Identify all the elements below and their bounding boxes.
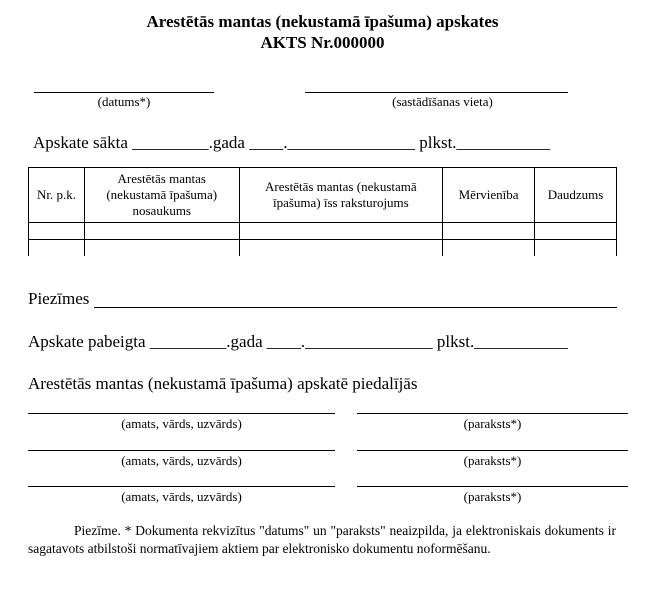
- start-year-blank[interactable]: _________: [132, 133, 209, 152]
- participant-name-caption: (amats, vārds, uzvārds): [121, 489, 242, 504]
- table-cell[interactable]: [535, 240, 617, 257]
- header-quantity: Daudzums: [535, 168, 617, 223]
- notes-field-line[interactable]: [94, 307, 617, 308]
- document-title: Arestētās mantas (nekustamā īpašuma) apskates: [146, 12, 499, 31]
- start-line: [33, 133, 550, 153]
- end-line: [28, 332, 568, 352]
- participant-signature-caption: (paraksts*): [463, 416, 522, 431]
- date-field-line[interactable]: [34, 92, 214, 93]
- start-month-blank[interactable]: _______________: [287, 133, 415, 152]
- end-label: Apskate pabeigta: [28, 332, 146, 351]
- table-cell[interactable]: [535, 223, 617, 240]
- end-year-blank[interactable]: _________: [149, 332, 227, 351]
- participants-heading: Arestētās mantas (nekustamā īpašuma) apskatē piedalījās: [28, 374, 418, 393]
- header-unit: Mērvienība: [443, 168, 535, 223]
- notes-label: Piezīmes: [28, 289, 90, 308]
- start-label: Apskate sākta: [33, 133, 128, 152]
- participant-signature-line[interactable]: [357, 450, 628, 451]
- table-cell[interactable]: [29, 223, 85, 240]
- table-cell[interactable]: [443, 223, 535, 240]
- date-caption: (datums*): [97, 94, 151, 109]
- header-description: Arestētās mantas (nekustamā īpašuma) īss raksturojums: [239, 168, 443, 223]
- table-row: [29, 240, 617, 257]
- table-cell[interactable]: [29, 240, 85, 257]
- footnote-text: Piezīme. * Dokumenta rekvizītus "datums" un "paraksts" neaizpilda, ja elektroniskais dokuments ir sagatavots atbilstoši normatīvajiem aktiem par elektronisko dokumentu noformēšanu.: [28, 523, 616, 556]
- participant-name-caption: (amats, vārds, uzvārds): [121, 453, 242, 468]
- header-name: Arestētās mantas (nekustamā īpašuma) nosaukums: [84, 168, 239, 223]
- start-day-blank[interactable]: ____.: [249, 133, 288, 152]
- start-gada-label: .gada: [208, 133, 245, 152]
- participant-name-line[interactable]: [28, 413, 335, 414]
- participant-signature-caption: (paraksts*): [463, 453, 522, 468]
- table-cell[interactable]: [443, 240, 535, 257]
- start-plkst-label: plkst.: [419, 133, 457, 152]
- place-caption: (sastādīšanas vieta): [392, 94, 493, 109]
- table-row: [29, 223, 617, 240]
- end-gada-label: .gada: [226, 332, 263, 351]
- participant-name-caption: (amats, vārds, uzvārds): [121, 416, 242, 431]
- end-day-blank[interactable]: ____.: [266, 332, 306, 351]
- table-cell[interactable]: [84, 240, 239, 257]
- footnote: [28, 522, 616, 558]
- participant-name-line[interactable]: [28, 486, 335, 487]
- participant-signature-line[interactable]: [357, 486, 628, 487]
- property-table: [28, 167, 617, 256]
- header-nr: Nr. p.k.: [29, 168, 85, 223]
- table-cell[interactable]: [84, 223, 239, 240]
- participant-name-line[interactable]: [28, 450, 335, 451]
- participant-signature-line[interactable]: [357, 413, 628, 414]
- place-field-line[interactable]: [305, 92, 568, 93]
- start-time-blank[interactable]: ___________: [456, 133, 551, 152]
- end-month-blank[interactable]: _______________: [305, 332, 433, 351]
- document-number: AKTS Nr.000000: [260, 33, 385, 52]
- table-cell[interactable]: [239, 240, 443, 257]
- end-plkst-label: plkst.: [436, 332, 475, 351]
- end-time-blank[interactable]: ___________: [474, 332, 568, 351]
- participant-signature-caption: (paraksts*): [463, 489, 522, 504]
- table-cell[interactable]: [239, 223, 443, 240]
